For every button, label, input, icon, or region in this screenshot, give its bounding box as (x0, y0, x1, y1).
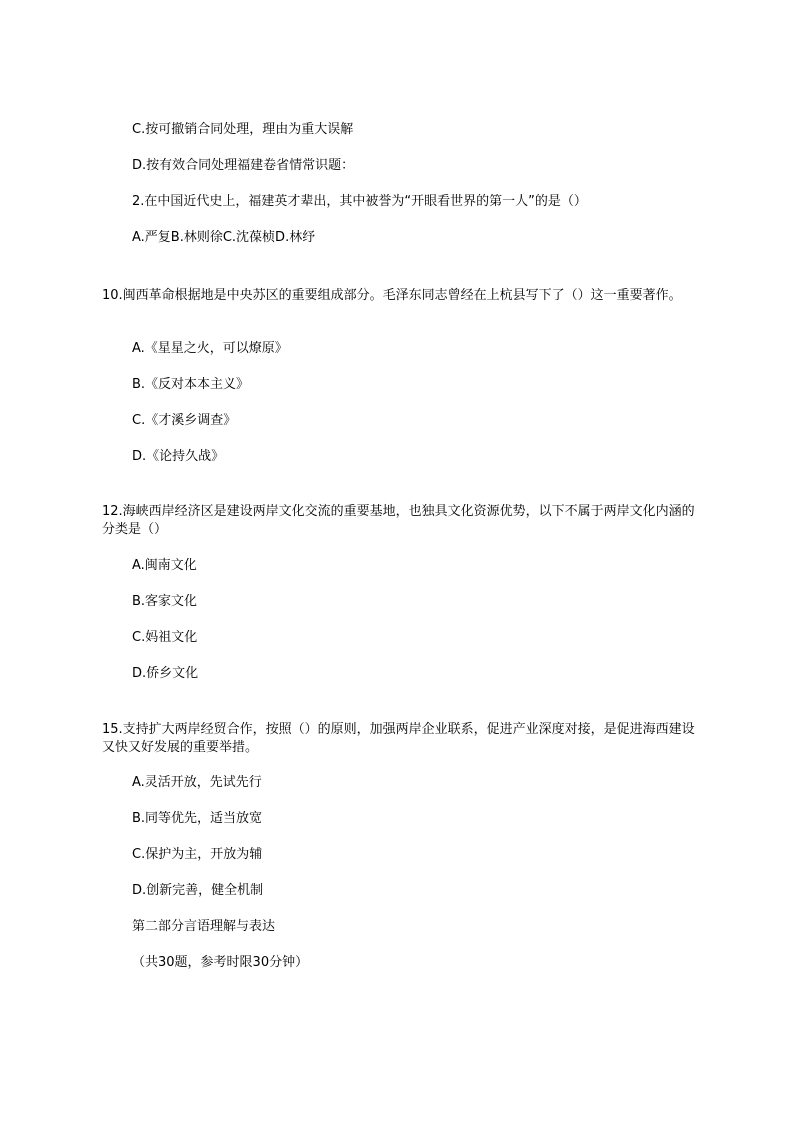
section-title: 第二部分言语理解与表达 (132, 919, 276, 934)
question-12-option-d: D.侨乡文化 (132, 666, 199, 681)
question-10-option-d: D.《论持久战》 (132, 449, 225, 464)
question-12-stem: 12.海峡西岸经济区是建设两岸文化交流的重要基地，也独具文化资源优势，以下不属于两岸文化内涵的分类是（） (102, 504, 695, 537)
question-15-stem: 15.支持扩大两岸经贸合作，按照（）的原则，加强两岸企业联系，促进产业深度对接，是促进海西建设又快又好发展的重要举措。 (102, 722, 695, 755)
section-note: （共30题，参考时限30分钟） (132, 955, 309, 970)
question-12-option-b: B.客家文化 (132, 594, 198, 609)
question-15-option-c: C.保护为主，开放为辅 (132, 847, 263, 862)
question-10-option-c: C.《才溪乡调查》 (132, 413, 237, 428)
question-12-option-c: C.妈祖文化 (132, 630, 198, 645)
option-c: C.按可撤销合同处理，理由为重大误解 (132, 122, 354, 137)
question-10-option-a: A.《星星之火，可以燎原》 (132, 341, 288, 356)
question-15-option-d: D.创新完善，健全机制 (132, 883, 264, 898)
option-d: D.按有效合同处理福建卷省情常识题： (132, 158, 355, 173)
question-12-option-a: A.闽南文化 (132, 558, 197, 573)
question-15-option-b: B.同等优先，适当放宽 (132, 811, 263, 826)
question-15-option-a: A.灵活开放，先试先行 (132, 775, 262, 790)
question-10-stem: 10.闽西革命根据地是中央苏区的重要组成部分。毛泽东同志曾经在上杭县写下了（）这一重要著作。 (102, 288, 682, 303)
question-2-options: A.严复B.林则徐C.沈葆桢D.林纾 (132, 230, 316, 245)
question-10-option-b: B.《反对本本主义》 (132, 377, 250, 392)
question-2: 2.在中国近代史上，福建英才辈出，其中被誉为“开眼看世界的第一人”的是（） (132, 194, 587, 209)
